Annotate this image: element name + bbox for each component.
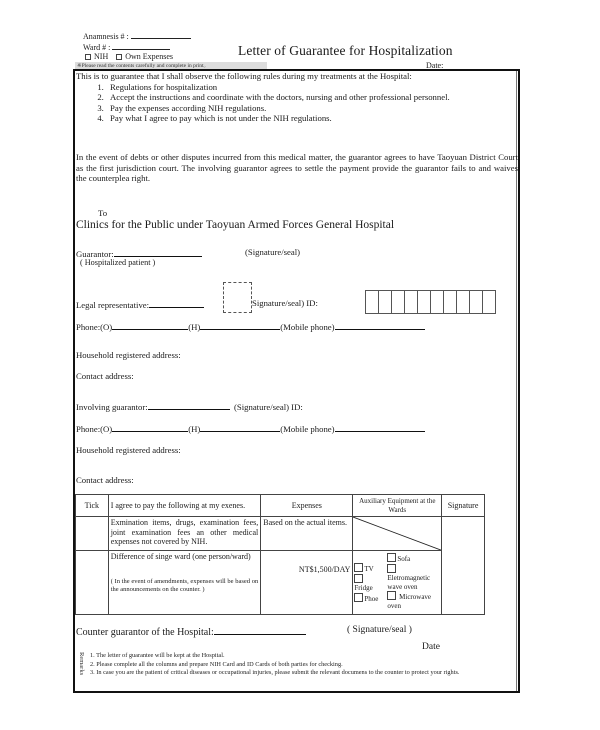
legal-rep-label: Legal representative: bbox=[76, 300, 150, 310]
involving-phone-row bbox=[76, 422, 425, 435]
guarantor-label: Guarantor: bbox=[76, 249, 114, 259]
dispute-paragraph: In the event of debts or other disputes incurred from this medical matter, the guarantor agrees to have Taoyuan District Court as the first jurisdiction court. The involving guarantor agrees to settle the payment provide the guarantor fails to and waives the counterplea right. bbox=[76, 152, 518, 183]
counter-guarantor-field bbox=[76, 625, 306, 638]
sofa-checkbox[interactable] bbox=[387, 553, 396, 562]
counter-label: Counter guarantor of the Hospital: bbox=[76, 627, 214, 638]
legal-rep-contact: Contact address: bbox=[76, 371, 134, 381]
ward-label: Ward # : bbox=[83, 43, 111, 52]
equipment-cell bbox=[353, 551, 442, 615]
sofa-label: Sofa bbox=[397, 555, 411, 563]
id-digit-box[interactable] bbox=[365, 290, 379, 314]
id-digit-box[interactable] bbox=[391, 290, 405, 314]
ward-input[interactable] bbox=[112, 41, 170, 50]
expenses-table bbox=[75, 494, 485, 615]
mobile-label: (Mobile phone) bbox=[280, 322, 335, 332]
table-row bbox=[76, 517, 485, 551]
diagonal-line-icon bbox=[353, 517, 441, 550]
legal-rep-field bbox=[76, 298, 204, 311]
id-digit-box[interactable] bbox=[443, 290, 457, 314]
remarks-list bbox=[90, 652, 515, 678]
rule-item: 4. Pay what I agree to pay which is not under the NIH regulations. bbox=[106, 113, 506, 123]
intro-text: This is to guarantee that I shall observe the following rules during my treatments at the Hospital: bbox=[76, 71, 412, 81]
mobile-input[interactable] bbox=[335, 320, 425, 330]
seal-box[interactable] bbox=[223, 282, 252, 313]
col-expenses: Expenses bbox=[261, 495, 353, 517]
item-text: Difference of singe ward (one person/ward) bbox=[110, 552, 251, 561]
phone-home-label: (H) bbox=[188, 424, 201, 434]
induction-oven-checkbox[interactable] bbox=[387, 564, 396, 573]
tv-label: TV bbox=[364, 565, 374, 573]
id-digit-box[interactable] bbox=[417, 290, 431, 314]
id-digit-box[interactable] bbox=[430, 290, 444, 314]
anamnesis-field bbox=[83, 30, 191, 41]
id-number-boxes bbox=[365, 290, 495, 314]
col-signature: Signature bbox=[442, 495, 485, 517]
own-expenses-checkbox[interactable] bbox=[116, 54, 122, 60]
phone-office-input[interactable] bbox=[112, 422, 188, 432]
legal-rep-household: Household registered address: bbox=[76, 350, 181, 360]
tv-checkbox[interactable] bbox=[354, 563, 363, 572]
microwave-checkbox[interactable] bbox=[387, 591, 396, 600]
payment-type-options bbox=[85, 52, 173, 61]
table-row bbox=[76, 551, 485, 615]
recipient-name: Clinics for the Public under Taoyuan Armed Forces General Hospital bbox=[76, 219, 395, 231]
col-item: I agree to pay the following at my exenes. bbox=[108, 495, 261, 517]
own-expenses-label: Own Expenses bbox=[125, 52, 173, 61]
legal-rep-phone-row bbox=[76, 320, 425, 333]
tick-cell[interactable] bbox=[76, 517, 109, 551]
item-cell bbox=[108, 551, 261, 615]
phone-office-input[interactable] bbox=[112, 320, 188, 330]
col-tick: Tick bbox=[76, 495, 109, 517]
legal-rep-input[interactable] bbox=[149, 298, 204, 308]
id-digit-box[interactable] bbox=[456, 290, 470, 314]
ward-field bbox=[83, 41, 170, 52]
phone-home-label: (H) bbox=[188, 322, 201, 332]
anamnesis-input[interactable] bbox=[131, 30, 191, 39]
remark-item: 2. Please complete all the columns and prepare NIH Card and ID Cards of both parties for checking. bbox=[90, 660, 343, 668]
involving-signature-id: (Signature/seal) ID: bbox=[234, 402, 303, 412]
date-label: Date: bbox=[426, 61, 444, 70]
guarantor-signature: (Signature/seal) bbox=[245, 247, 301, 257]
id-digit-box[interactable] bbox=[482, 290, 496, 314]
col-equipment: Auxiliary Equipment at the Wards bbox=[353, 495, 442, 517]
signature-cell[interactable] bbox=[442, 517, 485, 615]
guarantor-input[interactable] bbox=[114, 247, 202, 257]
phone-home-input[interactable] bbox=[200, 422, 280, 432]
involving-contact: Contact address: bbox=[76, 475, 134, 485]
tick-cell[interactable] bbox=[76, 551, 109, 615]
involving-household: Household registered address: bbox=[76, 445, 181, 455]
footer-date-label: Date bbox=[422, 642, 440, 652]
phone-office-label: Phone:(O) bbox=[76, 322, 113, 332]
anamnesis-label: Anamnesis # : bbox=[83, 32, 129, 41]
involving-guarantor-field bbox=[76, 400, 303, 413]
phone-home-input[interactable] bbox=[200, 320, 280, 330]
item-cell: Exmination items, drugs, examination fees, joint examination fees an other medical expenses not covered by NIH. bbox=[108, 517, 261, 551]
phone-office-label: Phone:(O) bbox=[76, 424, 113, 434]
mobile-input[interactable] bbox=[335, 422, 425, 432]
remark-item: 3. In case you are the patient of critical diseases or occupational injuries, please submit the relevant documens to the counter to protect your rights. bbox=[90, 669, 460, 677]
id-digit-box[interactable] bbox=[404, 290, 418, 314]
rule-item: 1. Regulations for hospitalization bbox=[106, 82, 506, 92]
involving-label: Involving guarantor: bbox=[76, 402, 148, 412]
table-header-row bbox=[76, 495, 485, 517]
rules-list bbox=[92, 82, 506, 123]
phone-label: Phoe bbox=[364, 594, 379, 603]
fridge-label: Fridge bbox=[354, 584, 373, 592]
fridge-checkbox[interactable] bbox=[354, 574, 363, 583]
legal-rep-signature-id: Signature/seal) ID: bbox=[252, 298, 318, 308]
page-title: Letter of Guarantee for Hospitalization bbox=[238, 43, 453, 58]
equipment-left bbox=[353, 551, 387, 610]
to-label: To bbox=[98, 208, 108, 218]
phone-checkbox[interactable] bbox=[354, 593, 363, 602]
mobile-label: (Mobile phone) bbox=[280, 424, 335, 434]
rule-item: 3. Pay the expenses according NIH regulations. bbox=[106, 103, 506, 113]
induction-oven-label: Eletromagnetic wave oven bbox=[387, 574, 431, 591]
nih-label: NIH bbox=[94, 52, 109, 61]
nih-checkbox[interactable] bbox=[85, 54, 91, 60]
id-digit-box[interactable] bbox=[378, 290, 392, 314]
guarantor-sublabel: ( Hospitalized patient ) bbox=[80, 258, 156, 267]
equipment-right bbox=[387, 551, 441, 610]
expense-cell: NT$1,500/DAY bbox=[261, 551, 353, 615]
remarks-label: Remarks bbox=[78, 652, 85, 676]
microwave-label: Microwave oven bbox=[387, 593, 432, 610]
expense-cell: Based on the actual items. bbox=[261, 517, 353, 551]
counter-signature: ( Signature/seal ) bbox=[347, 625, 412, 635]
remark-item: 1. The letter of guarantee will be kept at the Hospital. bbox=[90, 652, 225, 659]
instruction-note: ※Please read the contents carefully and complete in print。 bbox=[75, 62, 267, 70]
counter-input[interactable] bbox=[214, 625, 306, 635]
item-note: ( In the event of amendments, expenses will be based on the announcements on the counter. ) bbox=[110, 577, 259, 593]
equipment-cell-na bbox=[353, 517, 442, 551]
id-digit-box[interactable] bbox=[469, 290, 483, 314]
rule-item: 2. Accept the instructions and coordinate with the doctors, nursing and other professional personnel. bbox=[106, 92, 506, 102]
involving-input[interactable] bbox=[148, 400, 230, 410]
